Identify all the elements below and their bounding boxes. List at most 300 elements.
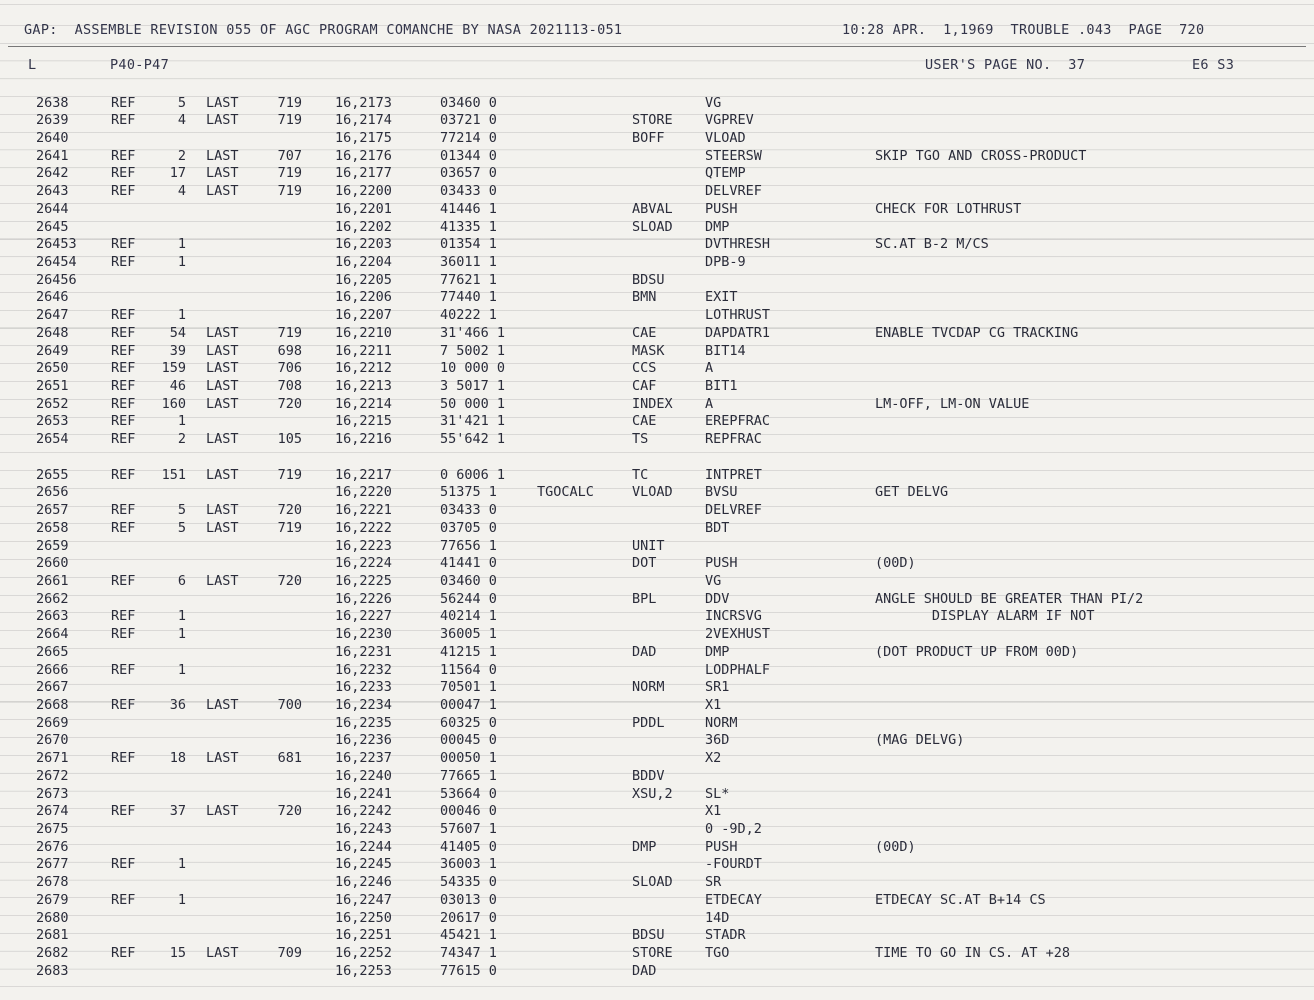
operand: ETDECAY (705, 891, 762, 908)
line-number: 2663 (36, 608, 69, 625)
operand: -FOURDT (705, 856, 762, 873)
octal-code: 56244 0 (440, 590, 497, 607)
line-number: 2680 (36, 909, 69, 926)
operand: BIT14 (705, 342, 746, 359)
last-page: 720 (277, 572, 302, 589)
comment: ANGLE SHOULD BE GREATER THAN PI/2 (875, 590, 1144, 607)
opcode: DMP (632, 838, 657, 855)
listing-row (0, 768, 1314, 786)
memory-address: 16,2253 (335, 962, 392, 979)
octal-code: 77214 0 (440, 129, 497, 146)
comment: CHECK FOR LOTHRUST (875, 200, 1022, 217)
memory-address: 16,2177 (335, 165, 392, 182)
listing-row (0, 449, 1314, 467)
memory-address: 16,2243 (335, 821, 392, 838)
ref-count: 5 (177, 94, 186, 111)
octal-code: 57607 1 (440, 821, 497, 838)
opcode: NORM (632, 679, 665, 696)
octal-code: 77440 1 (440, 289, 497, 306)
opcode: BPL (632, 590, 657, 607)
operand: X2 (705, 750, 722, 767)
memory-address: 16,2247 (335, 891, 392, 908)
memory-address: 16,2233 (335, 679, 392, 696)
line-number: 2677 (36, 856, 69, 873)
listing-row (0, 608, 1314, 626)
last-keyword: LAST (206, 165, 239, 182)
last-keyword: LAST (206, 696, 239, 713)
line-number: 2652 (36, 395, 69, 412)
opcode: BDDV (632, 767, 665, 784)
line-number: 2665 (36, 643, 69, 660)
last-keyword: LAST (206, 519, 239, 536)
listing-row (0, 130, 1314, 148)
octal-code: 41441 0 (440, 555, 497, 572)
line-number: 2653 (36, 413, 69, 430)
memory-address: 16,2246 (335, 874, 392, 891)
listing-row (0, 502, 1314, 520)
listing-row (0, 183, 1314, 201)
listing-row (0, 343, 1314, 361)
listing-row (0, 520, 1314, 538)
octal-code: 40222 1 (440, 307, 497, 324)
octal-code: 03721 0 (440, 112, 497, 129)
operand: 0 -9D,2 (705, 821, 762, 838)
last-page: 706 (277, 360, 302, 377)
listing-row (0, 360, 1314, 378)
listing-row (0, 95, 1314, 113)
ref-keyword: REF (111, 945, 136, 962)
last-keyword: LAST (206, 395, 239, 412)
octal-code: 55'642 1 (440, 431, 506, 448)
ref-count: 37 (169, 803, 186, 820)
operand: DAPDATR1 (705, 324, 771, 341)
last-keyword: LAST (206, 342, 239, 359)
octal-code: 01344 0 (440, 147, 497, 164)
line-number: 2641 (36, 147, 69, 164)
octal-code: 20617 0 (440, 909, 497, 926)
listing-row (0, 236, 1314, 254)
last-page: 708 (277, 378, 302, 395)
listing-row (0, 325, 1314, 343)
operand: STADR (705, 927, 746, 944)
memory-address: 16,2221 (335, 502, 392, 519)
ref-count: 5 (177, 502, 186, 519)
listing-row (0, 555, 1314, 573)
last-page: 719 (277, 94, 302, 111)
octal-code: 41215 1 (440, 643, 497, 660)
octal-code: 45421 1 (440, 927, 497, 944)
last-keyword: LAST (206, 431, 239, 448)
last-page: 720 (277, 803, 302, 820)
opcode: INDEX (632, 395, 673, 412)
comment: GET DELVG (875, 484, 949, 501)
listing-row (0, 945, 1314, 963)
listing-row (0, 662, 1314, 680)
octal-code: 00045 0 (440, 732, 497, 749)
ref-count: 1 (177, 608, 186, 625)
line-number: 2674 (36, 803, 69, 820)
memory-address: 16,2216 (335, 431, 392, 448)
memory-address: 16,2215 (335, 413, 392, 430)
comment: ETDECAY SC.AT B+14 CS (875, 891, 1046, 908)
octal-code: 74347 1 (440, 945, 497, 962)
line-number: 2670 (36, 732, 69, 749)
comment: ENABLE TVCDAP CG TRACKING (875, 324, 1079, 341)
memory-address: 16,2251 (335, 927, 392, 944)
section-name: P40-P47 (110, 57, 169, 73)
line-number: 2678 (36, 874, 69, 891)
octal-code: 00050 1 (440, 750, 497, 767)
comment: TIME TO GO IN CS. AT +28 (875, 945, 1071, 962)
line-number: 2662 (36, 590, 69, 607)
operand: VLOAD (705, 129, 746, 146)
operand: PUSH (705, 838, 738, 855)
operand: EREPFRAC (705, 413, 771, 430)
operand: INCRSVG (705, 608, 762, 625)
line-number: 2683 (36, 962, 69, 979)
memory-address: 16,2237 (335, 750, 392, 767)
listing-row (0, 396, 1314, 414)
ref-keyword: REF (111, 466, 136, 483)
last-page: 698 (277, 342, 302, 359)
last-page: 700 (277, 696, 302, 713)
memory-address: 16,2206 (335, 289, 392, 306)
octal-code: 77656 1 (440, 537, 497, 554)
opcode: BMN (632, 289, 657, 306)
operand: PUSH (705, 555, 738, 572)
operand: DPB-9 (705, 253, 746, 270)
line-number: 2651 (36, 378, 69, 395)
ref-keyword: REF (111, 165, 136, 182)
line-number: 2676 (36, 838, 69, 855)
octal-code: 10 000 0 (440, 360, 506, 377)
listing-mark: L (28, 57, 37, 73)
line-number: 2667 (36, 679, 69, 696)
line-number: 2660 (36, 555, 69, 572)
ref-keyword: REF (111, 183, 136, 200)
ref-keyword: REF (111, 891, 136, 908)
memory-address: 16,2234 (335, 696, 392, 713)
line-number: 2679 (36, 891, 69, 908)
last-keyword: LAST (206, 803, 239, 820)
opcode: STORE (632, 112, 673, 129)
listing-row (0, 112, 1314, 130)
opcode: SLOAD (632, 218, 673, 235)
listing-row (0, 697, 1314, 715)
ref-keyword: REF (111, 236, 136, 253)
ref-count: 5 (177, 519, 186, 536)
last-page: 719 (277, 519, 302, 536)
ref-keyword: REF (111, 147, 136, 164)
line-number: 2639 (36, 112, 69, 129)
operand: X1 (705, 803, 722, 820)
octal-code: 41446 1 (440, 200, 497, 217)
operand: SR (705, 874, 722, 891)
operand: 36D (705, 732, 730, 749)
octal-code: 11564 0 (440, 661, 497, 678)
memory-address: 16,2203 (335, 236, 392, 253)
last-keyword: LAST (206, 112, 239, 129)
listing-row (0, 856, 1314, 874)
operand: VGPREV (705, 112, 754, 129)
opcode: CAF (632, 378, 657, 395)
ref-count: 6 (177, 572, 186, 589)
line-number: 2661 (36, 572, 69, 589)
memory-address: 16,2230 (335, 626, 392, 643)
memory-address: 16,2214 (335, 395, 392, 412)
octal-code: 70501 1 (440, 679, 497, 696)
operand: A (705, 395, 714, 412)
opcode: BOFF (632, 129, 665, 146)
last-keyword: LAST (206, 147, 239, 164)
sheet-code: E6 S3 (1192, 57, 1235, 73)
opcode: VLOAD (632, 484, 673, 501)
octal-code: 36005 1 (440, 626, 497, 643)
listing-row (0, 927, 1314, 945)
opcode: TS (632, 431, 649, 448)
operand: X1 (705, 696, 722, 713)
memory-address: 16,2231 (335, 643, 392, 660)
last-keyword: LAST (206, 750, 239, 767)
octal-code: 36011 1 (440, 253, 497, 270)
last-page: 719 (277, 183, 302, 200)
opcode: DAD (632, 643, 657, 660)
ref-count: 18 (169, 750, 186, 767)
octal-code: 00047 1 (440, 696, 497, 713)
ref-count: 1 (177, 413, 186, 430)
listing-row (0, 715, 1314, 733)
memory-address: 16,2220 (335, 484, 392, 501)
line-number: 2675 (36, 821, 69, 838)
memory-address: 16,2232 (335, 661, 392, 678)
memory-address: 16,2173 (335, 94, 392, 111)
last-page: 720 (277, 502, 302, 519)
operand: VG (705, 572, 722, 589)
octal-code: 03433 0 (440, 502, 497, 519)
listing-row (0, 413, 1314, 431)
listing-row (0, 750, 1314, 768)
line-number: 2666 (36, 661, 69, 678)
ref-count: 1 (177, 891, 186, 908)
line-number: 2655 (36, 466, 69, 483)
octal-code: 36003 1 (440, 856, 497, 873)
line-number: 2649 (36, 342, 69, 359)
memory-address: 16,2213 (335, 378, 392, 395)
memory-address: 16,2200 (335, 183, 392, 200)
line-number: 2646 (36, 289, 69, 306)
operand: 2VEXHUST (705, 626, 771, 643)
ref-keyword: REF (111, 378, 136, 395)
ref-keyword: REF (111, 395, 136, 412)
memory-address: 16,2244 (335, 838, 392, 855)
line-number: 2645 (36, 218, 69, 235)
memory-address: 16,2236 (335, 732, 392, 749)
ref-keyword: REF (111, 253, 136, 270)
comment: SKIP TGO AND CROSS-PRODUCT (875, 147, 1087, 164)
listing-row (0, 431, 1314, 449)
last-keyword: LAST (206, 378, 239, 395)
listing-row (0, 626, 1314, 644)
last-keyword: LAST (206, 183, 239, 200)
memory-address: 16,2223 (335, 537, 392, 554)
ref-keyword: REF (111, 803, 136, 820)
line-number: 2644 (36, 200, 69, 217)
memory-address: 16,2252 (335, 945, 392, 962)
listing-row (0, 148, 1314, 166)
listing-row (0, 910, 1314, 928)
listing-row (0, 307, 1314, 325)
last-page: 709 (277, 945, 302, 962)
memory-address: 16,2176 (335, 147, 392, 164)
listing-row (0, 839, 1314, 857)
line-number: 26453 (36, 236, 77, 253)
opcode: UNIT (632, 537, 665, 554)
octal-code: 01354 1 (440, 236, 497, 253)
operand: DELVREF (705, 502, 762, 519)
listing-row (0, 644, 1314, 662)
opcode: TC (632, 466, 649, 483)
line-number: 2643 (36, 183, 69, 200)
octal-code: 77621 1 (440, 271, 497, 288)
octal-code: 77665 1 (440, 767, 497, 784)
operand: INTPRET (705, 466, 762, 483)
operand: LODPHALF (705, 661, 771, 678)
operand: NORM (705, 714, 738, 731)
last-keyword: LAST (206, 502, 239, 519)
ref-keyword: REF (111, 413, 136, 430)
line-number: 26454 (36, 253, 77, 270)
listing-row (0, 201, 1314, 219)
last-page: 719 (277, 165, 302, 182)
listing-row (0, 591, 1314, 609)
ref-keyword: REF (111, 608, 136, 625)
opcode: XSU,2 (632, 785, 673, 802)
opcode: BDSU (632, 271, 665, 288)
line-number: 2681 (36, 927, 69, 944)
memory-address: 16,2225 (335, 572, 392, 589)
memory-address: 16,2175 (335, 129, 392, 146)
memory-address: 16,2217 (335, 466, 392, 483)
ref-keyword: REF (111, 572, 136, 589)
opcode: ABVAL (632, 200, 673, 217)
symbol-label: TGOCALC (537, 484, 594, 501)
ref-count: 1 (177, 307, 186, 324)
ref-count: 54 (169, 324, 186, 341)
octal-code: 7 5002 1 (440, 342, 506, 359)
last-page: 105 (277, 431, 302, 448)
opcode: PDDL (632, 714, 665, 731)
last-page: 707 (277, 147, 302, 164)
ref-keyword: REF (111, 342, 136, 359)
octal-code: 60325 0 (440, 714, 497, 731)
opcode: STORE (632, 945, 673, 962)
line-number: 2671 (36, 750, 69, 767)
memory-address: 16,2202 (335, 218, 392, 235)
ref-count: 2 (177, 431, 186, 448)
octal-code: 00046 0 (440, 803, 497, 820)
operand: DELVREF (705, 183, 762, 200)
ref-keyword: REF (111, 307, 136, 324)
operand: DDV (705, 590, 730, 607)
memory-address: 16,2224 (335, 555, 392, 572)
octal-code: 03433 0 (440, 183, 497, 200)
memory-address: 16,2210 (335, 324, 392, 341)
memory-address: 16,2201 (335, 200, 392, 217)
operand: DMP (705, 218, 730, 235)
ref-count: 1 (177, 236, 186, 253)
octal-code: 31'466 1 (440, 324, 506, 341)
operand: TGO (705, 945, 730, 962)
listing-row (0, 892, 1314, 910)
line-number: 2657 (36, 502, 69, 519)
octal-code: 03657 0 (440, 165, 497, 182)
opcode: CAE (632, 413, 657, 430)
listing-row (0, 963, 1314, 981)
listing-row (0, 165, 1314, 183)
last-keyword: LAST (206, 466, 239, 483)
memory-address: 16,2250 (335, 909, 392, 926)
ref-count: 2 (177, 147, 186, 164)
octal-code: 41405 0 (440, 838, 497, 855)
ref-count: 1 (177, 661, 186, 678)
ref-count: 1 (177, 253, 186, 270)
listing-row (0, 272, 1314, 290)
line-number: 2664 (36, 626, 69, 643)
ref-count: 39 (169, 342, 186, 359)
ref-count: 36 (169, 696, 186, 713)
opcode: DAD (632, 962, 657, 979)
operand: DVTHRESH (705, 236, 771, 253)
memory-address: 16,2227 (335, 608, 392, 625)
memory-address: 16,2207 (335, 307, 392, 324)
ref-keyword: REF (111, 502, 136, 519)
memory-address: 16,2204 (335, 253, 392, 270)
opcode: SLOAD (632, 874, 673, 891)
operand: BVSU (705, 484, 738, 501)
last-page: 720 (277, 395, 302, 412)
memory-address: 16,2241 (335, 785, 392, 802)
last-keyword: LAST (206, 572, 239, 589)
listing-row (0, 803, 1314, 821)
comment: DISPLAY ALARM IF NOT (875, 608, 1095, 625)
line-number: 2640 (36, 129, 69, 146)
operand: 14D (705, 909, 730, 926)
line-number: 2673 (36, 785, 69, 802)
listing-row (0, 573, 1314, 591)
line-number: 2656 (36, 484, 69, 501)
octal-code: 41335 1 (440, 218, 497, 235)
ref-keyword: REF (111, 360, 136, 377)
ref-keyword: REF (111, 750, 136, 767)
header-rule (8, 46, 1306, 47)
line-number: 2647 (36, 307, 69, 324)
line-number: 26456 (36, 271, 77, 288)
ref-count: 46 (169, 378, 186, 395)
octal-code: 03705 0 (440, 519, 497, 536)
opcode: MASK (632, 342, 665, 359)
line-number: 2659 (36, 537, 69, 554)
octal-code: 51375 1 (440, 484, 497, 501)
ref-count: 1 (177, 626, 186, 643)
octal-code: 77615 0 (440, 962, 497, 979)
last-page: 719 (277, 466, 302, 483)
octal-code: 03013 0 (440, 891, 497, 908)
last-keyword: LAST (206, 945, 239, 962)
octal-code: 40214 1 (440, 608, 497, 625)
octal-code: 3 5017 1 (440, 378, 506, 395)
memory-address: 16,2245 (335, 856, 392, 873)
ref-keyword: REF (111, 112, 136, 129)
